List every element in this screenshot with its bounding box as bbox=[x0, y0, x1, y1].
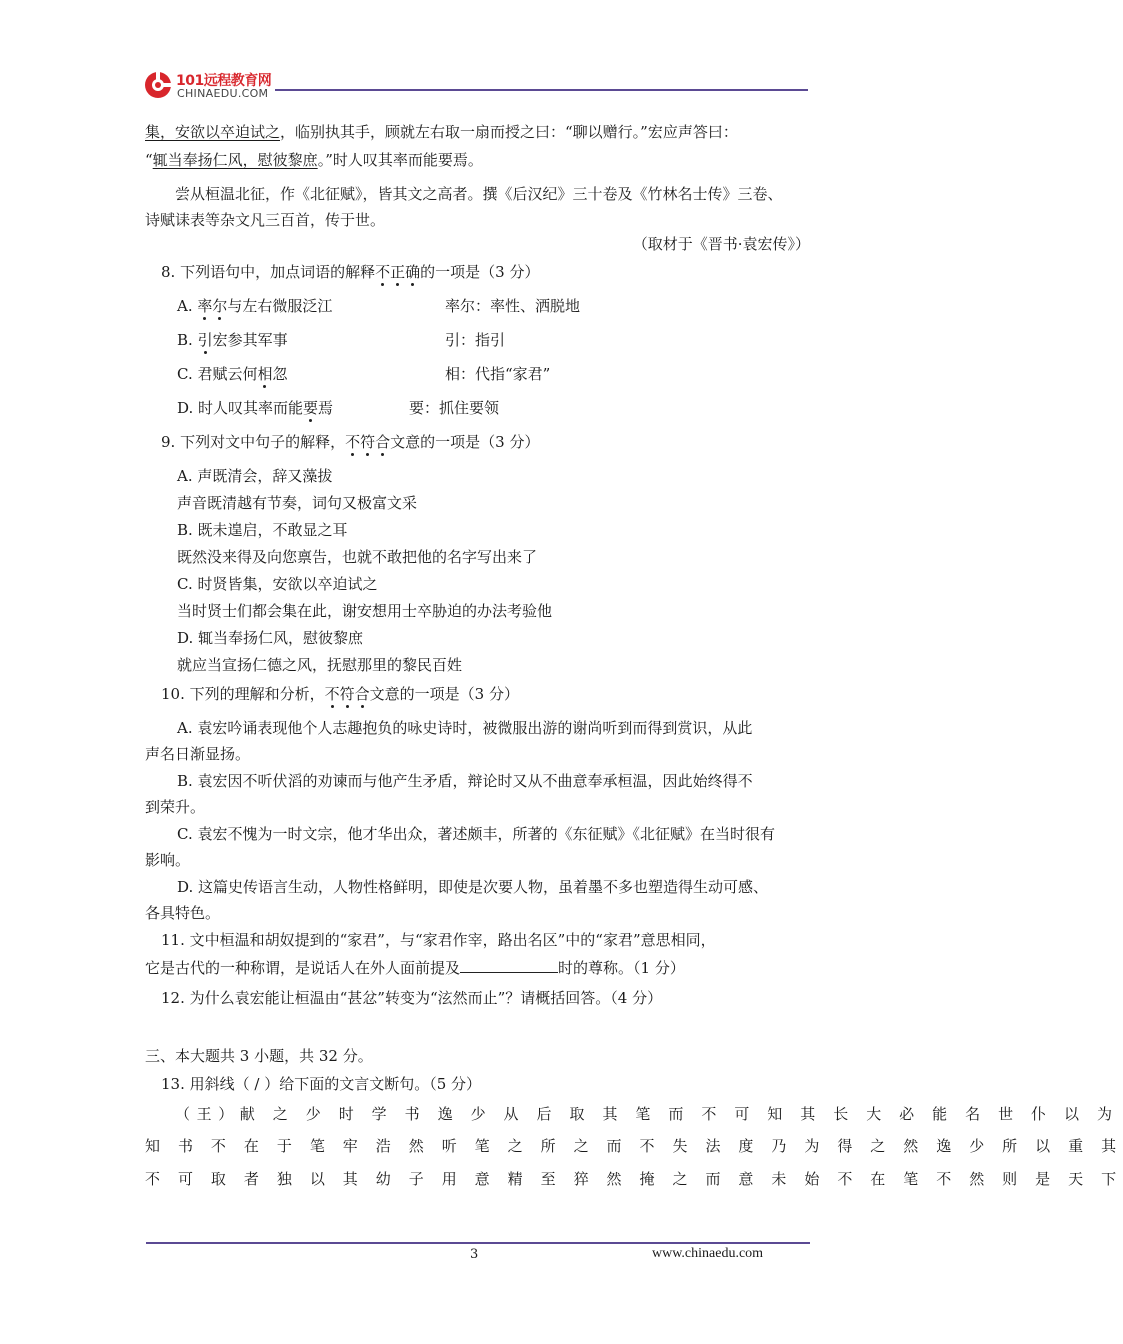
question-10-option-b: B. 袁宏因不听伏滔的劝谏而与他产生矛盾，辩论时又从不曲意奉承桓温，因此始终得不 bbox=[177, 772, 753, 790]
option-text: 与左右微服泛江 bbox=[227, 297, 333, 315]
dotted-char: 不 bbox=[375, 263, 391, 281]
option-label: A. bbox=[177, 297, 198, 315]
option-label: B. bbox=[177, 331, 198, 349]
question-10-option-a: A. 袁宏吟诵表现他个人志趣抱负的咏史诗时，被微服出游的谢尚听到而得到赏识，从此 bbox=[177, 719, 753, 737]
passage-line-3: 尝从桓温北征，作《北征赋》，皆其文之高者。撰《后汉纪》三十卷及《竹林名士传》三卷、 bbox=[175, 185, 783, 203]
question-10-option-d-cont: 各具特色。 bbox=[145, 904, 221, 922]
question-9-option-d-explanation: 就应当宣扬仁德之风，抚慰那里的黎民百姓 bbox=[177, 656, 463, 674]
question-13-text-line-3: 不 可 取 者 独 以 其 幼 子 用 意 精 至 猝 然 掩 之 而 意 未 始 不 在 笔 不 然 则 是 天 下 bbox=[145, 1170, 1123, 1188]
dotted-char: 符 bbox=[339, 685, 355, 703]
question-8-option-c bbox=[177, 364, 777, 384]
passage-line-1 bbox=[145, 122, 738, 142]
stem-text: 文意的一项是（3 分） bbox=[369, 685, 519, 703]
question-10-option-a-cont: 声名日渐显扬。 bbox=[145, 745, 251, 763]
stem-text: 的一项是（3 分） bbox=[420, 263, 540, 281]
dotted-char: 引 bbox=[197, 331, 213, 349]
dotted-char: 不 bbox=[345, 433, 361, 451]
page-header bbox=[143, 68, 808, 108]
question-text: 它是古代的一种称谓，是说话人在外人面前提及 bbox=[145, 959, 461, 977]
question-9-option-c: C. 时贤皆集，安欲以卒迫试之 bbox=[177, 575, 378, 593]
answer-blank[interactable] bbox=[460, 958, 558, 973]
question-10-option-c: C. 袁宏不愧为一时文宗，他才华出众，著述颇丰，所著的《东征赋》《北征赋》在当时很有 bbox=[177, 825, 775, 843]
question-9-option-a-explanation: 声音既清越有节奏，词句又极富文采 bbox=[177, 494, 418, 512]
passage-text: “ bbox=[145, 151, 153, 169]
header-divider bbox=[275, 89, 808, 91]
question-10-option-b-cont: 到荣升。 bbox=[145, 798, 206, 816]
dotted-char: 相 bbox=[257, 365, 273, 383]
footer-url[interactable]: www.chinaedu.com bbox=[652, 1246, 764, 1261]
question-12: 12. 为什么袁宏能让桓温由“甚忿”转变为“泫然而止”？请概括回答。（4 分） bbox=[161, 989, 663, 1007]
logo-text-bottom: CHINAEDU.COM bbox=[177, 87, 269, 100]
option-text: 焉 bbox=[318, 399, 334, 417]
question-8-option-d bbox=[177, 398, 777, 418]
dotted-char: 率 bbox=[197, 297, 213, 315]
section-3-title: 三、本大题共 3 小题，共 32 分。 bbox=[145, 1047, 373, 1065]
question-9-stem bbox=[161, 432, 539, 452]
question-10-option-d: D. 这篇史传语言生动，人物性格鲜明，即使是次要人物，虽着墨不多也塑造得生动可感、 bbox=[177, 878, 769, 896]
stem-text: 8. 下列语句中，加点词语的解释 bbox=[161, 263, 376, 281]
page-number: 3 bbox=[470, 1247, 479, 1262]
dotted-char: 合 bbox=[354, 685, 370, 703]
question-10-stem bbox=[161, 684, 519, 704]
question-13-text-line-2: 知 书 不 在 于 笔 牢 浩 然 听 笔 之 所 之 而 不 失 法 度 乃 为 得 之 然 逸 少 所 以 重 其 bbox=[145, 1137, 1123, 1155]
option-text: 忽 bbox=[272, 365, 288, 383]
passage-line-4: 诗赋诔表等杂文凡三百首，传于世。 bbox=[145, 211, 386, 229]
option-text: C. 君赋云何 bbox=[177, 365, 258, 383]
option-explanation: 率尔：率性、洒脱地 bbox=[445, 297, 581, 315]
question-10-option-c-cont: 影响。 bbox=[145, 851, 191, 869]
underlined-phrase: 辄当奉扬仁风，慰彼黎庶 bbox=[152, 151, 318, 169]
logo-mark-icon bbox=[143, 70, 173, 100]
option-explanation: 要：抓住要领 bbox=[409, 399, 500, 417]
question-13-stem: 13. 用斜线（ / ）给下面的文言文断句。（5 分） bbox=[161, 1075, 482, 1093]
question-9-option-c-explanation: 当时贤士们都会集在此，谢安想用士卒胁迫的办法考验他 bbox=[177, 602, 553, 620]
question-9-option-a: A. 声既清会，辞又藻拔 bbox=[177, 467, 333, 485]
dotted-char: 符 bbox=[360, 433, 376, 451]
passage-line-2 bbox=[145, 150, 483, 170]
dotted-char: 合 bbox=[375, 433, 391, 451]
question-8-stem bbox=[161, 262, 539, 282]
passage-text: 。”时人叹其率而能要焉。 bbox=[317, 151, 483, 169]
question-11-line-1: 11. 文中桓温和胡奴提到的“家君”，与“家君作宰，路出名区”中的“家君”意思相同， bbox=[161, 931, 716, 949]
option-text: D. 时人叹其率而能 bbox=[177, 399, 304, 417]
dotted-char: 尔 bbox=[212, 297, 228, 315]
question-9-option-b-explanation: 既然没来得及向您禀告，也就不敢把他的名字写出来了 bbox=[177, 548, 538, 566]
question-8-option-b bbox=[177, 330, 777, 350]
question-13-text-line-1: （王）献 之 少 时 学 书 逸 少 从 后 取 其 笔 而 不 可 知 其 长 大 必 能 名 世 仆 以 为 bbox=[175, 1105, 1119, 1123]
option-text: 宏参其军事 bbox=[212, 331, 288, 349]
stem-text: 10. 下列的理解和分析， bbox=[161, 685, 325, 703]
question-8-option-a bbox=[177, 296, 777, 316]
stem-text: 9. 下列对文中句子的解释， bbox=[161, 433, 346, 451]
footer-divider bbox=[146, 1242, 810, 1244]
stem-text: 文意的一项是（3 分） bbox=[390, 433, 540, 451]
dotted-char: 正 bbox=[390, 263, 406, 281]
logo-text-top: 101远程教育网 bbox=[176, 73, 272, 89]
question-9-option-d: D. 辄当奉扬仁风，慰彼黎庶 bbox=[177, 629, 364, 647]
site-logo[interactable] bbox=[143, 68, 283, 104]
dotted-char: 不 bbox=[324, 685, 340, 703]
option-explanation: 引：指引 bbox=[445, 331, 506, 349]
question-9-option-b: B. 既未遑启，不敢显之耳 bbox=[177, 521, 348, 539]
passage-source: （取材于《晋书·袁宏传》） bbox=[632, 235, 810, 253]
question-text: 时的尊称。（1 分） bbox=[558, 959, 685, 977]
passage-text: ，临别执其手，顾就左右取一扇而授之曰：“聊以赠行。”宏应声答曰： bbox=[280, 123, 738, 141]
option-explanation: 相：代指“家君” bbox=[445, 365, 551, 383]
dotted-char: 确 bbox=[405, 263, 421, 281]
underlined-phrase: 集，安欲以卒迫试之 bbox=[145, 123, 281, 141]
dotted-char: 要 bbox=[303, 399, 319, 417]
question-11-line-2 bbox=[145, 958, 685, 978]
